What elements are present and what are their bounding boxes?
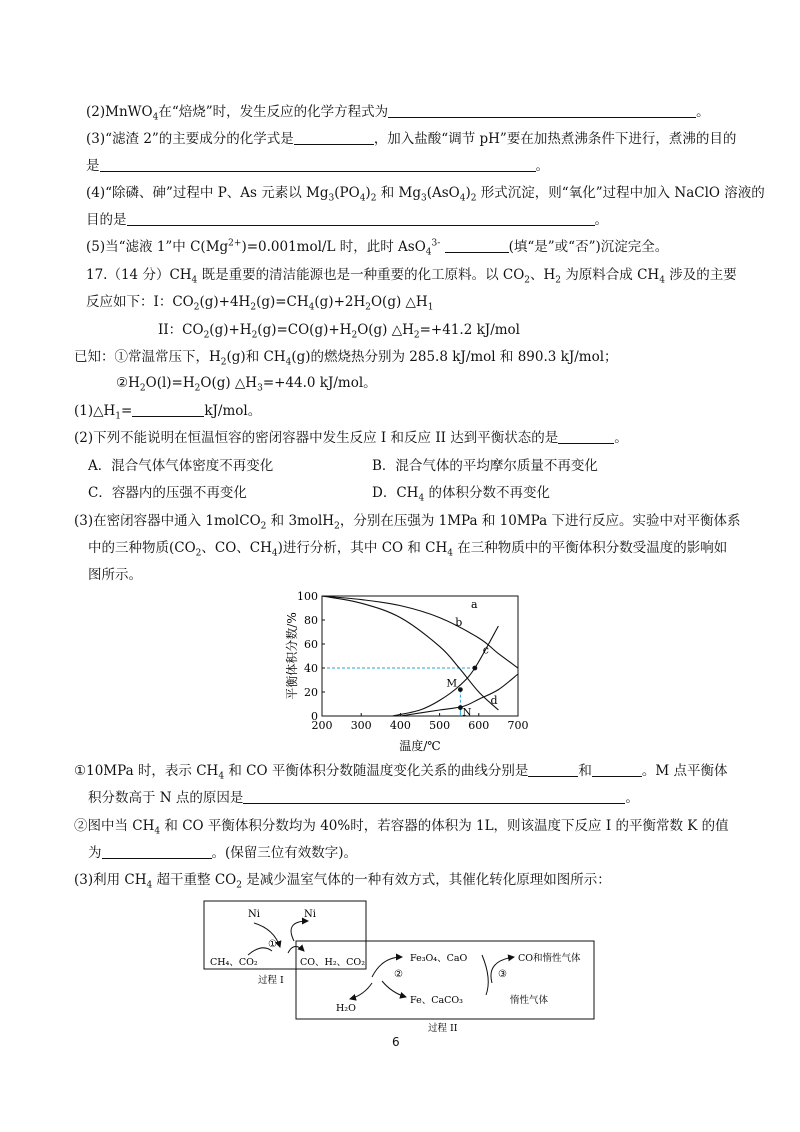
option-b[interactable]: B．混合气体的平均摩尔质量不再变化 <box>372 458 598 474</box>
y-axis-label: 平衡体积分数/% <box>285 612 299 700</box>
x-tick-label: 200 <box>311 719 333 732</box>
q17-intro-line1: 17.（14 分）$CH_4$ 既是重要的清洁能源也是一种重要的化工原料。以 $CO_2$、$H_2$ 为原料合成 $CH_4$ 涉及的主要 <box>86 267 737 286</box>
h2o-label: H₂O <box>336 1003 356 1014</box>
option-d[interactable]: D．$CH_4$ 的体积分数不再变化 <box>372 485 550 504</box>
step-2-label: ② <box>394 969 403 980</box>
answer-blank[interactable] <box>294 130 374 145</box>
answer-blank[interactable] <box>528 762 578 777</box>
process-1-caption: 过程 I <box>258 975 284 986</box>
ni-label-left: Ni <box>248 909 260 920</box>
step-3-label: ③ <box>498 969 507 980</box>
answer-blank[interactable] <box>592 762 642 777</box>
step-2-arrow-down <box>382 981 406 997</box>
series-d-line <box>400 674 518 716</box>
answer-blank[interactable] <box>100 157 536 172</box>
series-c-label: c <box>482 643 489 657</box>
answer-blank[interactable] <box>243 789 625 804</box>
ch4-arrow <box>248 948 272 955</box>
inert-gas-label: 惰性气体 <box>510 995 549 1006</box>
y-tick-label: 0 <box>311 710 318 723</box>
answer-blank[interactable] <box>132 402 204 417</box>
y-tick-label: 40 <box>304 662 318 675</box>
q16-part3-line2: 是 。 <box>86 158 549 174</box>
x-tick-label: 300 <box>350 719 372 732</box>
equilibrium-chart <box>276 588 536 758</box>
q17-part3-line3: 图所示。 <box>88 567 142 583</box>
q16-part5: (5)当“滤液 1”中 $C(Mg^{2+})=0.001mol/L$ 时，此时 AsO$_4^{3-}$ (填“是”或“否”)沉淀完全。 <box>86 238 669 258</box>
series-a-line <box>322 596 518 668</box>
q17-known-1: 已知：①常温常压下，$H_2(g)$和 $CH_4(g)$的燃烧热分别为 285.8 kJ/mol 和 890.3 kJ/mol； <box>74 349 618 368</box>
q17-reaction-2: II：$CO_2(g)+H_2(g)=CO(g)+H_2O(g)$ $\triangle H_2=+41.2$ kJ/mol <box>158 322 520 341</box>
x-tick-label: 500 <box>429 719 451 732</box>
q16-part2: (2)MnWO$_4$在“焙烧”时，发生反应的化学方程式为 。 <box>86 104 710 123</box>
ni-arrow <box>291 921 308 941</box>
option-a[interactable]: A．混合气体气体密度不再变化 <box>88 458 274 474</box>
q17-part2: (2)下列不能说明在恒温恒容的密闭容器中发生反应 I 和反应 II 达到平衡状态的是 。 <box>74 430 628 446</box>
series-d-label: d <box>490 694 498 707</box>
series-c-line <box>393 626 499 716</box>
x-tick-label: 600 <box>468 719 490 732</box>
q17-part3-line2: 中的三种物质($CO_2$、CO、$CH_4$)进行分析，其中 CO 和 $CH_4$ 在三种物质中的平衡体积分数受温度的影响如 <box>88 540 728 559</box>
q17-part1: $(1)\triangle H_1= kJ/mol$。 <box>74 403 262 422</box>
point-M <box>458 687 463 692</box>
point-M-label: M <box>446 677 458 690</box>
y-tick-label: 100 <box>297 590 318 603</box>
option-c[interactable]: C．容器内的压强不再变化 <box>88 485 247 501</box>
h2o-arrow <box>350 983 372 999</box>
q17-known-2: $②H_2O(l)=H_2O(g)$ $\triangle H_3=+44.0$ kJ/mol。 <box>116 375 377 394</box>
q16-part4-line2: 目的是 。 <box>86 212 608 228</box>
answer-blank[interactable] <box>127 211 595 226</box>
series-b-line <box>322 596 498 710</box>
step-1-label: ① <box>268 939 277 950</box>
ni-label-right: Ni <box>304 909 316 920</box>
x-axis-label: 温度/℃ <box>399 739 441 753</box>
products-1-label: CO、H₂、CO₂ <box>300 957 366 968</box>
point-N-label: N <box>462 706 472 719</box>
fe3o4-cao-label: Fe₃O₄、CaO <box>410 953 468 964</box>
answer-blank[interactable] <box>558 429 614 444</box>
reactants-label: CH₄、CO₂ <box>210 957 258 968</box>
process-2-caption: 过程 II <box>428 1023 458 1034</box>
y-tick-label: 80 <box>304 614 318 627</box>
q17-sub2-line1: ②图中当 $CH_4$ 和 CO 平衡体积分数均为 40%时，若容器的体积为 1L，则该温度下反应 I 的平衡常数 K 的值 <box>74 818 729 837</box>
answer-blank[interactable] <box>388 103 696 118</box>
answer-blank[interactable] <box>102 844 212 859</box>
q17-reaction-1: 反应如下：I：$CO_2(g)+4H_2(g)=CH_4(g)+2H_2O(g)$ $\triangle H_1$ <box>86 294 434 313</box>
q17-sub1-line1: ①10MPa 时，表示 $CH_4$ 和 CO 平衡体积分数随温度变化关系的曲线分别是 和 。M 点平衡体 <box>74 763 728 782</box>
x-tick-label: 400 <box>389 719 411 732</box>
q17-sub2-line2: 为 。(保留三位有效数字)。 <box>88 845 358 861</box>
page-number: 6 <box>392 1035 400 1049</box>
q16-part4-line1: (4)“除磷、砷”过程中 P、As 元素以 $Mg_3(PO_4)_2$ 和 $Mg_3(AsO_4)_2$ 形式沉淀，则“氧化”过程中加入 NaClO 溶液的 <box>86 185 765 204</box>
answer-blank[interactable] <box>445 238 509 253</box>
step-3-arrow-down <box>482 955 488 995</box>
series-b-label: b <box>455 616 463 629</box>
intersection-point <box>472 666 477 671</box>
process-scheme <box>196 895 616 1035</box>
q17-part3b: (3)利用 $CH_4$ 超干重整 $CO_2$ 是减少温室气体的一种有效方式，其催化转化原理如图所示： <box>74 872 611 891</box>
fe-caco3-label: Fe、CaCO₃ <box>410 995 463 1006</box>
q17-part3-line1: (3)在密闭容器中通入 1molCO$_2$ 和 3molH$_2$，分别在压强为 1MPa 和 10MPa 下进行反应。实验中对平衡体系 <box>74 513 741 532</box>
y-tick-label: 60 <box>304 638 318 651</box>
q16-part3-line1: (3)“滤渣 2”的主要成分的化学式是 ，加入盐酸“调节 pH”要在加热煮沸条件下进行，煮沸的目的 <box>86 131 737 147</box>
x-tick-label: 700 <box>507 719 529 732</box>
co-inert-label: CO和惰性气体 <box>518 953 581 964</box>
series-a-label: a <box>470 598 478 611</box>
y-tick-label: 20 <box>304 686 318 699</box>
q17-sub1-line2: 积分数高于 N 点的原因是 。 <box>88 790 639 806</box>
